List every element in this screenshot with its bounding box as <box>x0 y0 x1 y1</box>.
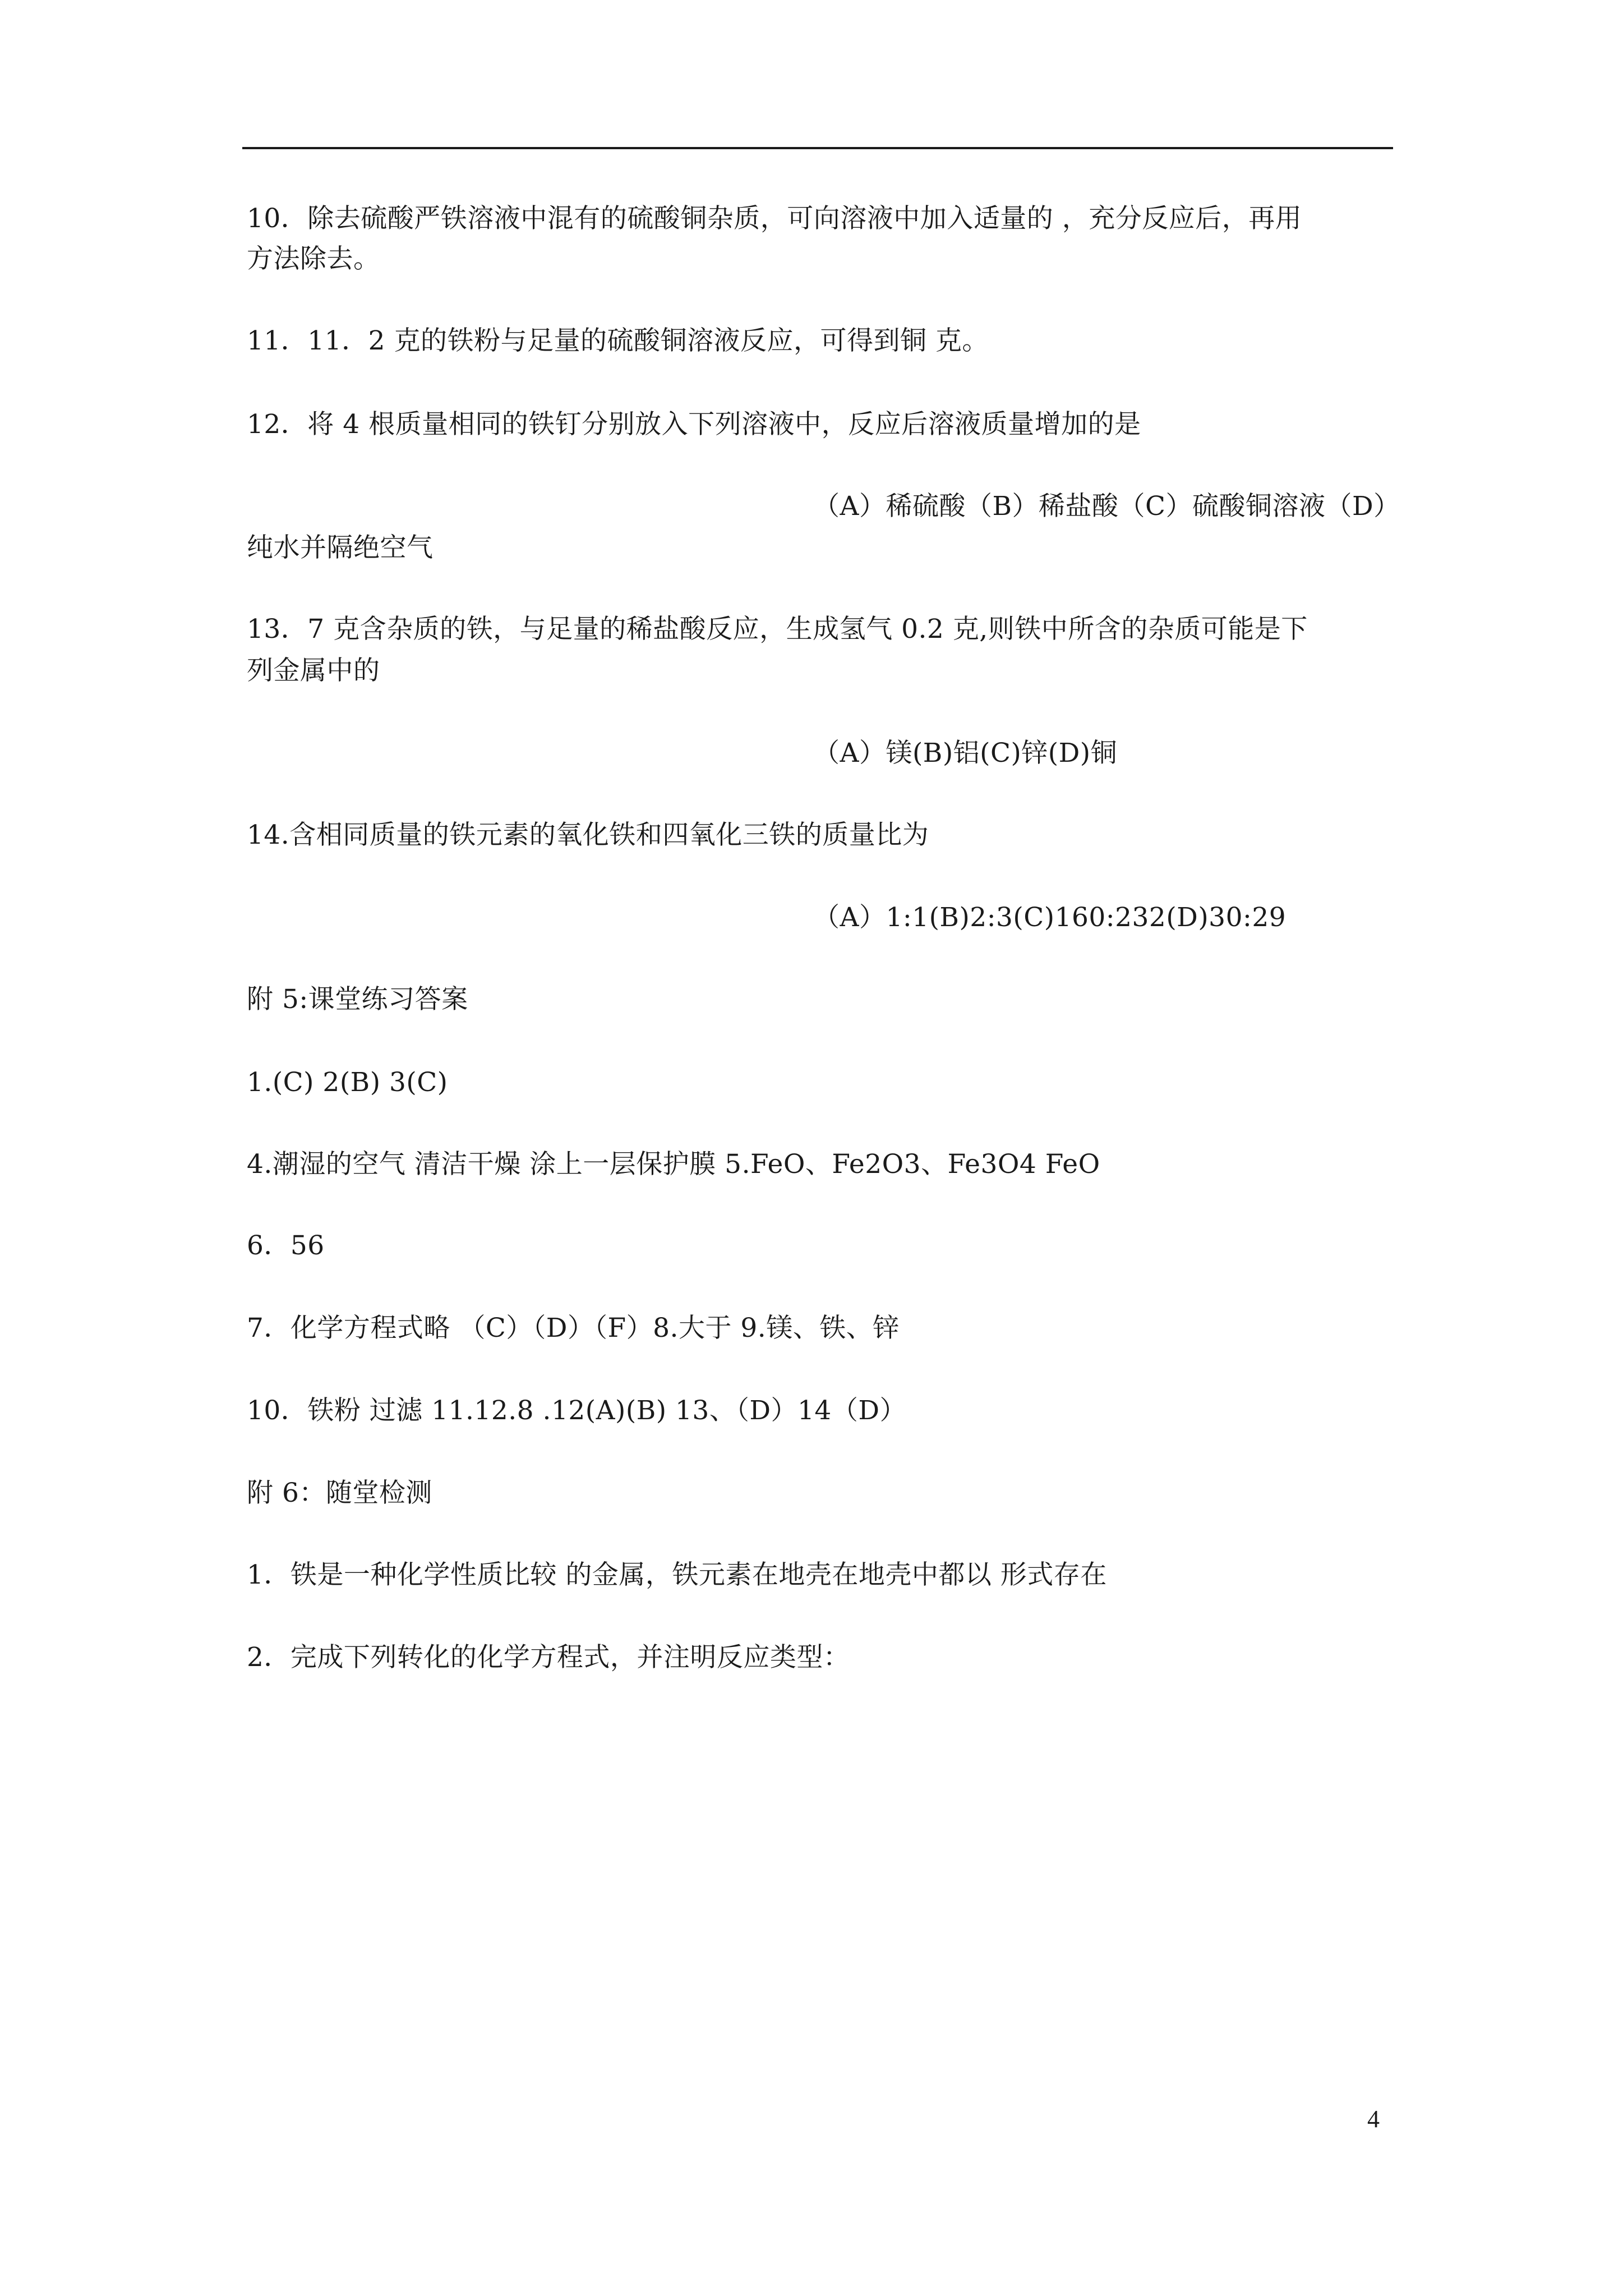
question-12: 12．将 4 根质量相同的铁钉分别放入下列溶液中，反应后溶液质量增加的是 <box>247 409 1141 440</box>
question-14-options: （A）1:1(B)2:3(C)160:232(D)30:29 <box>813 902 1287 933</box>
question-14: 14.含相同质量的铁元素的氧化铁和四氧化三铁的质量比为 <box>247 820 929 850</box>
quiz-question-2: 2．完成下列转化的化学方程式，并注明反应类型： <box>247 1642 850 1673</box>
question-13-line-2: 列金属中的 <box>247 655 380 686</box>
question-13-options: （A）镁(B)铝(C)锌(D)铜 <box>813 738 1118 769</box>
question-12-options: （A）稀硫酸（B）稀盐酸（C）硫酸铜溶液（D） <box>813 491 1400 522</box>
appendix-6-heading: 附 6：随堂检测 <box>247 1478 432 1508</box>
question-10-line-1: 10．除去硫酸严铁溶液中混有的硫酸铜杂质，可向溶液中加入适量的 ，充分反应后，再用 <box>247 203 1302 234</box>
answer-line-3: 6．56 <box>247 1230 325 1261</box>
header-rule <box>242 147 1393 149</box>
answer-line-5: 10．铁粉 过滤 11.12.8 .12(A)(B) 13、（D）14（D） <box>247 1395 907 1426</box>
quiz-question-1: 1．铁是一种化学性质比较 的金属，铁元素在地壳在地壳中都以 形式存在 <box>247 1559 1107 1590</box>
question-13-line-1: 13．7 克含杂质的铁，与足量的稀盐酸反应，生成氢气 0.2 克,则铁中所含的杂质可能是下 <box>247 614 1308 645</box>
page-number: 4 <box>1367 2105 1380 2133</box>
question-10-line-2: 方法除去。 <box>247 243 380 274</box>
answer-line-2: 4.潮湿的空气 清洁干燥 涂上一层保护膜 5.FeO、Fe2O3、Fe3O4 FeO <box>247 1149 1100 1180</box>
question-12-options-continued: 纯水并隔绝空气 <box>247 532 434 563</box>
question-11: 11．11．2 克的铁粉与足量的硫酸铜溶液反应，可得到铜 克。 <box>247 325 989 356</box>
appendix-5-heading: 附 5:课堂练习答案 <box>247 984 468 1015</box>
answer-line-4: 7．化学方程式略 （C）（D）（F）8.大于 9.镁、铁、锌 <box>247 1313 900 1343</box>
answer-line-1: 1.(C) 2(B) 3(C) <box>247 1067 448 1098</box>
